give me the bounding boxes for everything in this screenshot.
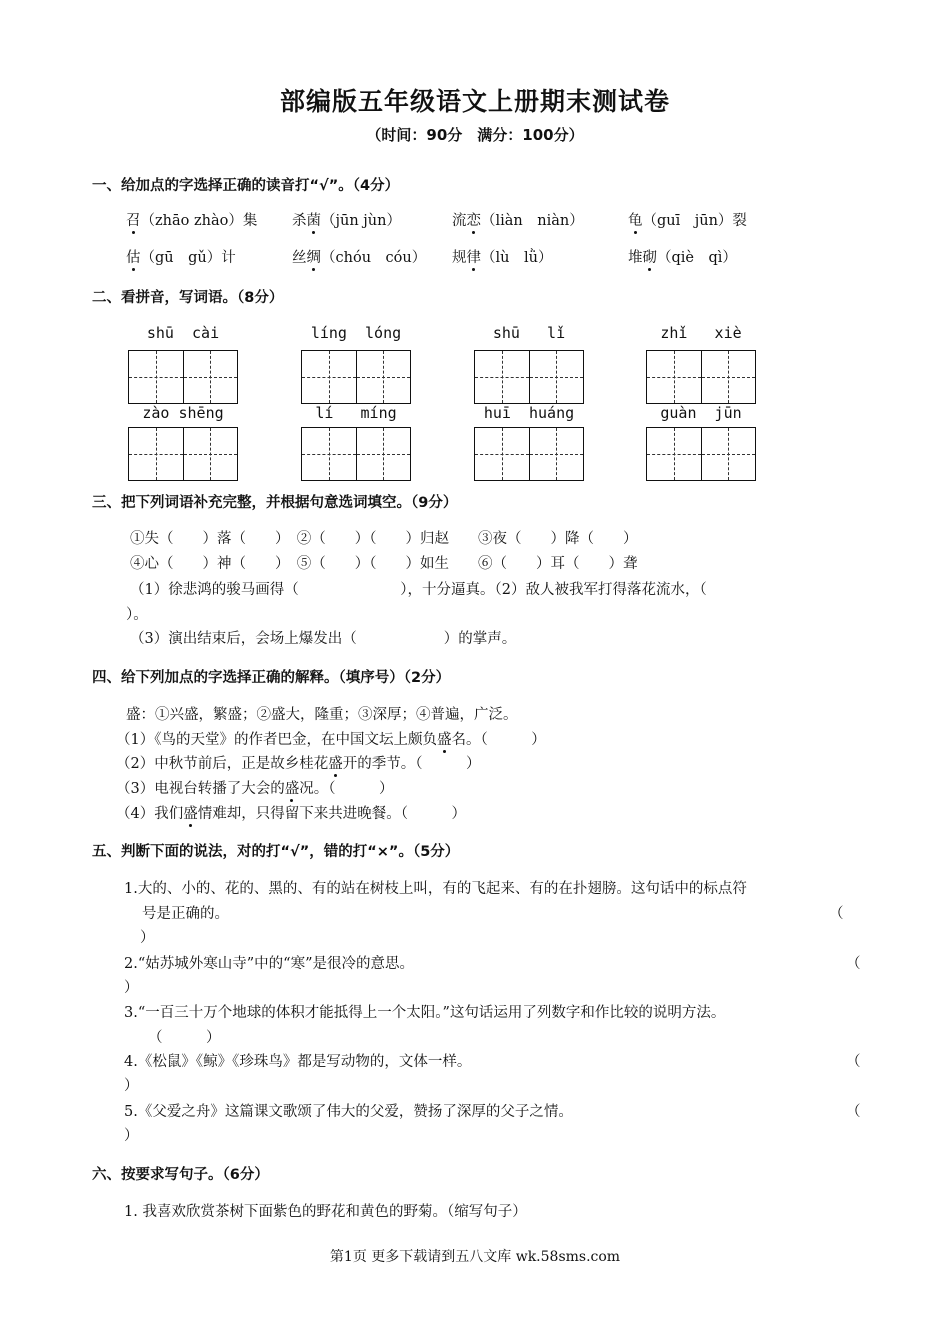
s1-item-pre: 流 xyxy=(452,213,467,229)
dotted-char: 恋 xyxy=(466,213,481,229)
s4-q-pre: （1）《鸟的天堂》的作者巴金，在中国文坛上颇负 xyxy=(116,732,437,748)
s3-line: ④心（ ）神（ ） ⑤（ ）（ ）如生 ⑥（ ）耳（ ）聋 xyxy=(130,556,638,572)
s4-q-rest: 情难却，只得留下来共进晚餐。（ ） xyxy=(197,806,466,822)
s3-line: ）。 xyxy=(126,607,148,623)
grid-cell[interactable] xyxy=(702,351,756,403)
section-2-heading: 二、看拼音，写词语。（8分） xyxy=(92,290,284,306)
answer-paren-open: （ xyxy=(829,906,844,922)
exam-info: （时间：90分 满分：100分） xyxy=(366,126,584,144)
s4-q-rest: 名。（ ） xyxy=(451,732,546,748)
s4-question xyxy=(116,752,480,773)
page-footer: 第1页 更多下载请到五八文库 wk.58sms.com xyxy=(329,1249,621,1265)
pinyin-label: huī huáng xyxy=(483,404,575,422)
dotted-char: 菌 xyxy=(306,213,321,229)
grid-cell[interactable] xyxy=(357,428,411,480)
pinyin-label: shū cài xyxy=(146,324,220,342)
s1-item xyxy=(452,209,584,230)
dotted-char: 召 xyxy=(126,213,141,229)
s1-item xyxy=(126,209,257,230)
s5-item-4-text: 4.《松鼠》《鲸》《珍珠鸟》都是写动物的，文体一样。 xyxy=(124,1054,472,1070)
s1-item-rest: （guī jūn）裂 xyxy=(642,213,747,229)
answer-paren-close: ） xyxy=(124,1078,139,1094)
section-4-heading: 四、给下列加点的字选择正确的解释。（填序号）（2分） xyxy=(92,670,451,686)
writing-grid[interactable] xyxy=(474,427,584,481)
grid-cell[interactable] xyxy=(702,428,756,480)
s4-question xyxy=(116,802,466,823)
grid-cell[interactable] xyxy=(530,351,584,403)
section-1-heading: 一、给加点的字选择正确的读音打“√”。（4分） xyxy=(92,178,400,194)
writing-grid[interactable] xyxy=(301,350,411,404)
writing-grid[interactable] xyxy=(128,427,238,481)
s4-question xyxy=(116,728,546,749)
grid-cell[interactable] xyxy=(129,351,184,403)
s4-q-rest: 开的季节。（ ） xyxy=(342,756,481,772)
section-3-heading: 三、把下列词语补充完整，并根据句意选词填空。（9分） xyxy=(92,495,458,511)
pinyin-label: guàn jūn xyxy=(660,404,742,422)
s1-item-rest: （jūn jùn） xyxy=(321,213,401,229)
s4-q-pre: （3）电视台转播了大会的 xyxy=(116,781,285,797)
pinyin-label: shū lǐ xyxy=(492,324,566,342)
s4-q-pre: （2）中秋节前后，正是故乡桂花 xyxy=(116,756,329,772)
s1-item-rest: （zhāo zhào）集 xyxy=(140,213,258,229)
s4-question xyxy=(116,777,393,798)
grid-cell[interactable] xyxy=(647,428,702,480)
s5-item-5-text: 5.《父爱之舟》这篇课文歌颂了伟大的父爱，赞扬了深厚的父子之情。 xyxy=(124,1104,573,1120)
section-6-heading: 六、按要求写句子。（6分） xyxy=(92,1167,269,1183)
writing-grid[interactable] xyxy=(128,350,238,404)
s6-question-1: 1. 我喜欢欣赏茶树下面紫色的野花和黄色的野菊。（缩写句子） xyxy=(124,1204,527,1220)
pinyin-label: zào shēng xyxy=(142,404,224,422)
s1-item xyxy=(292,209,401,230)
answer-paren-open: （ xyxy=(846,956,861,972)
s1-item-pre: 丝 xyxy=(292,250,307,266)
answer-paren-close: ） xyxy=(124,1128,139,1144)
dotted-char: 估 xyxy=(126,250,141,266)
s1-item-rest: （qiè qì） xyxy=(657,250,737,266)
s1-item xyxy=(628,209,747,230)
grid-cell[interactable] xyxy=(475,428,530,480)
dotted-char: 盛 xyxy=(436,732,452,748)
s4-q-rest: 况。（ ） xyxy=(299,781,394,797)
pinyin-label: lí míng xyxy=(315,404,397,422)
section-5-heading: 五、判断下面的说法，对的打“√”，错的打“×”。（5分） xyxy=(92,844,460,860)
writing-grid[interactable] xyxy=(301,427,411,481)
grid-cell[interactable] xyxy=(647,351,702,403)
grid-cell[interactable] xyxy=(357,351,411,403)
s5-item-1-text-cont: 号是正确的。 xyxy=(142,906,229,922)
s4-definition: 盛：①兴盛，繁盛；②盛大，隆重；③深厚；④普遍，广泛。 xyxy=(126,707,518,723)
s3-line: ①失（ ）落（ ） ②（ ）（ ）归赵 ③夜（ ）降（ ） xyxy=(130,531,638,547)
dotted-char: 龟 xyxy=(628,213,643,229)
grid-cell[interactable] xyxy=(475,351,530,403)
grid-cell[interactable] xyxy=(129,428,184,480)
s1-item-pre: 堆 xyxy=(628,250,643,266)
s1-item-pre: 杀 xyxy=(292,213,307,229)
s1-item-pre: 规 xyxy=(452,250,467,266)
s5-item-2-text: 2.“姑苏城外寒山寺”中的“寒”是很冷的意思。 xyxy=(124,956,414,972)
s3-line: （1）徐悲鸿的骏马画得（ ），十分逼真。（2）敌人被我军打得落花流水，（ xyxy=(130,582,707,598)
answer-paren-close: ） xyxy=(140,930,155,946)
pinyin-label: líng lóng xyxy=(310,324,402,342)
answer-paren-close: ） xyxy=(124,980,139,996)
s1-item xyxy=(292,246,426,267)
answer-paren: （ ） xyxy=(148,1030,221,1046)
dotted-char: 盛 xyxy=(284,781,300,797)
page-title: 部编版五年级语文上册期末测试卷 xyxy=(279,87,670,116)
pinyin-label: zhǐ xiè xyxy=(660,324,742,342)
s3-line: （3）演出结束后，会场上爆发出（ ）的掌声。 xyxy=(130,631,517,647)
grid-cell[interactable] xyxy=(302,428,357,480)
answer-paren-open: （ xyxy=(846,1104,861,1120)
writing-grid[interactable] xyxy=(474,350,584,404)
s1-item xyxy=(628,246,737,267)
writing-grid[interactable] xyxy=(646,350,756,404)
s1-item-rest: （gū gǔ）计 xyxy=(140,250,236,266)
s1-item-rest: （liàn niàn） xyxy=(481,213,584,229)
writing-grid[interactable] xyxy=(646,427,756,481)
s4-q-pre: （4）我们 xyxy=(116,806,184,822)
dotted-char: 盛 xyxy=(183,806,198,822)
grid-cell[interactable] xyxy=(302,351,357,403)
dotted-char: 盛 xyxy=(328,756,343,772)
grid-cell[interactable] xyxy=(530,428,584,480)
dotted-char: 砌 xyxy=(642,250,657,266)
s5-item-1-text: 1.大的、小的、花的、黑的、有的站在树枝上叫，有的飞起来、有的在扑翅膀。这句话中的标点符 xyxy=(124,881,747,897)
s1-item-rest: （lù lǜ） xyxy=(481,250,553,266)
s1-item-rest: （chóu cóu） xyxy=(321,250,427,266)
grid-cell[interactable] xyxy=(184,428,238,480)
s5-item-3-text: 3.“一百三十万个地球的体积才能抵得上一个太阳。”这句话运用了列数字和作比较的说明方法。 xyxy=(124,1005,726,1021)
grid-cell[interactable] xyxy=(184,351,238,403)
s1-item xyxy=(452,246,552,267)
s1-item xyxy=(126,246,236,267)
dotted-char: 绸 xyxy=(306,250,321,266)
dotted-char: 律 xyxy=(466,250,481,266)
answer-paren-open: （ xyxy=(846,1054,861,1070)
